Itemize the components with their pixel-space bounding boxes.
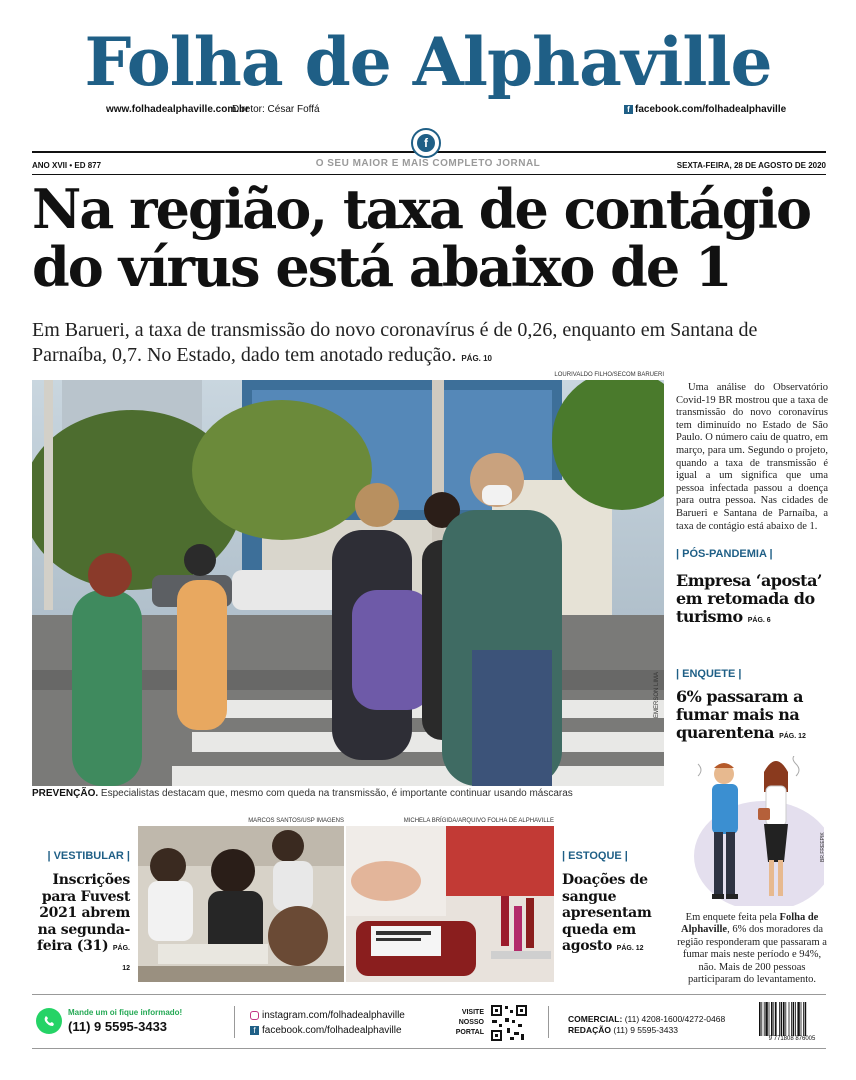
enquete-headline[interactable] bbox=[676, 688, 826, 746]
comercial-line bbox=[568, 1014, 725, 1024]
footer-instagram[interactable] bbox=[250, 1010, 405, 1021]
instagram-icon bbox=[250, 1011, 259, 1020]
barcode-graphic bbox=[758, 1002, 826, 1036]
blood-donation-image bbox=[346, 826, 554, 982]
visite-line1: VISITE bbox=[461, 1009, 484, 1016]
edition-year-number: ANO XVII • ED 877 bbox=[32, 161, 102, 170]
comercial-value: (11) 4208-1600/4272-0468 bbox=[624, 1014, 726, 1024]
barcode-bar bbox=[789, 1002, 790, 1036]
barcode-icon bbox=[758, 1002, 826, 1036]
comercial-label: COMERCIAL: bbox=[568, 1014, 623, 1024]
enquete-text-post: , 6% dos moradores da região responderam que passaram a fumar mais neste período e 94%, não. Mais de 200 pessoas participaram do levantamento. bbox=[677, 924, 827, 986]
visite-line2: NOSSO bbox=[458, 1019, 484, 1026]
pos-pandemia-headline[interactable] bbox=[676, 572, 826, 630]
lead-headline-line1: Na região, taxa de contágio bbox=[32, 177, 811, 241]
barcode-bar bbox=[764, 1002, 765, 1036]
qr-code-graphic bbox=[490, 1004, 528, 1042]
kicker-vestibular-label: VESTIBULAR bbox=[53, 850, 124, 862]
edition-number: ED 877 bbox=[74, 161, 102, 170]
barcode-bar bbox=[805, 1002, 807, 1036]
caption-label: PREVENÇÃO. bbox=[32, 788, 99, 799]
estoque-headline[interactable] bbox=[562, 872, 662, 958]
kicker-vestibular: | VESTIBULAR | bbox=[47, 850, 130, 862]
enquete-page: PÁG. 12 bbox=[779, 733, 806, 740]
barcode-bar bbox=[771, 1002, 773, 1036]
barcode-bar bbox=[769, 1002, 770, 1036]
barcode-bar bbox=[801, 1002, 802, 1036]
caption-text: Especialistas destacam que, mesmo com queda na transmissão, é importante continuar usando máscaras bbox=[100, 788, 573, 799]
kicker-enquete-label: ENQUETE bbox=[682, 668, 736, 680]
barcode-bar bbox=[795, 1002, 796, 1036]
barcode-bar bbox=[803, 1002, 804, 1036]
barcode-bar bbox=[781, 1002, 783, 1036]
barcode-bar bbox=[785, 1002, 786, 1036]
lead-headline-line2: do vírus está abaixo de 1 bbox=[32, 235, 731, 299]
lead-headline[interactable] bbox=[32, 177, 832, 299]
masthead-title: Folha de Alphaville bbox=[84, 23, 772, 101]
vestibular-page: PÁG. 12 bbox=[112, 945, 130, 972]
facebook-icon: f bbox=[624, 105, 633, 114]
kicker-pos-pandemia: | PÓS-PANDEMIA | bbox=[676, 548, 773, 560]
edition-date: SEXTA-FEIRA, 28 DE AGOSTO DE 2020 bbox=[676, 161, 826, 170]
masthead-facebook[interactable] bbox=[624, 104, 786, 115]
website-url[interactable]: www.folhadealphaville.com.br bbox=[106, 104, 249, 115]
slogan: O SEU MAIOR E MAIS COMPLETO JORNAL bbox=[315, 158, 541, 169]
kicker-estoque-label: ESTOQUE bbox=[568, 850, 622, 862]
whatsapp-label: Mande um oi fique informado! bbox=[68, 1008, 183, 1017]
whatsapp-icon[interactable] bbox=[36, 1008, 62, 1034]
lead-deck-page: PÁG. 10 bbox=[461, 354, 493, 363]
barcode-bar bbox=[783, 1002, 785, 1036]
kicker-pos-pandemia-label: PÓS-PANDEMIA bbox=[682, 548, 767, 560]
barcode-bar bbox=[791, 1002, 792, 1036]
vestibular-headline[interactable] bbox=[30, 872, 130, 977]
vestibular-photo[interactable] bbox=[138, 826, 344, 982]
visite-portal bbox=[452, 1008, 484, 1038]
barcode-bar bbox=[775, 1002, 777, 1036]
enquete-text bbox=[676, 912, 828, 986]
masthead-facebook-url: facebook.com/folhadealphaville bbox=[635, 104, 787, 115]
lead-side-text: Uma análise do Observatório Covid-19 BR mostrou que a taxa de transmissão do novo coronavírus tem diminuído no Estado de São Paulo. O número caiu de quatro, em março, para um. Segundo o projeto, quando a taxa de transmissão é igual a um significa que uma pessoa infectada passou a doença para outra pessoa. Nas cidades de Barueri e Santana de Parnaíba, a taxa de contágio está abaixo de 1. bbox=[676, 382, 828, 532]
redacao-label: REDAÇÃO bbox=[568, 1025, 611, 1035]
qr-code-icon[interactable] bbox=[490, 1004, 528, 1042]
footer-separator-1 bbox=[234, 1006, 235, 1038]
enquete-text-bold: Folha de Alphaville bbox=[680, 912, 819, 936]
footer-top-rule bbox=[32, 994, 826, 995]
barcode-bar bbox=[765, 1002, 767, 1036]
footer-instagram-url: instagram.com/folhadealphaville bbox=[262, 1010, 405, 1021]
edition-year: ANO XVII bbox=[32, 161, 68, 170]
estoque-photo-credit: MICHELA BRÍGIDA/ARQUIVO FOLHA DE ALPHAVILLE bbox=[403, 818, 554, 824]
vestibular-photo-credit: MARCOS SANTOS/USP IMAGENS bbox=[248, 818, 344, 824]
lead-deck bbox=[32, 318, 822, 371]
barcode-bar bbox=[779, 1002, 780, 1036]
estoque-page: PÁG. 12 bbox=[616, 945, 644, 952]
estoque-headline-text: Doações de sangue apresentam queda em agosto bbox=[562, 872, 652, 954]
pos-pandemia-headline-text: Empresa ‘aposta’ em retomada do turismo bbox=[676, 571, 822, 626]
lead-caption bbox=[32, 788, 664, 799]
logo-f-icon: f bbox=[417, 134, 435, 152]
director-line: Diretor: César Foffá bbox=[232, 104, 320, 115]
visite-line3: PORTAL bbox=[455, 1029, 484, 1036]
lead-deck-text: Em Barueri, a taxa de transmissão do novo coronavírus é de 0,26, enquanto em Santana de Parnaíba, 0,7. No Estado, dado tem anotado redução. bbox=[32, 319, 758, 366]
kicker-estoque: | ESTOQUE | bbox=[562, 850, 628, 862]
footer-bottom-rule bbox=[32, 1048, 826, 1049]
lead-photo[interactable] bbox=[32, 380, 664, 786]
estoque-photo[interactable] bbox=[346, 826, 554, 982]
vestibular-headline-text: Inscrições para Fuvest 2021 abrem na segunda-feira (31) bbox=[36, 872, 130, 954]
kicker-enquete: | ENQUETE | bbox=[676, 668, 742, 680]
enquete-illustration-credit: BR.FREEPIK bbox=[820, 832, 826, 862]
enquete-illustration bbox=[684, 756, 824, 906]
logo-emblem bbox=[411, 128, 441, 158]
barcode-bar bbox=[759, 1002, 761, 1036]
date-rule bbox=[32, 174, 826, 175]
redacao-value: (11) 9 5595-3433 bbox=[613, 1025, 678, 1035]
whatsapp-number[interactable]: (11) 9 5595-3433 bbox=[68, 1019, 168, 1034]
enquete-headline-text: 6% passaram a fumar mais na quarentena bbox=[676, 687, 804, 742]
barcode-bar bbox=[773, 1002, 774, 1036]
footer-facebook[interactable] bbox=[250, 1025, 402, 1036]
whatsapp-phone-glyph bbox=[41, 1013, 57, 1029]
barcode-bar bbox=[761, 1002, 762, 1036]
barcode-bar bbox=[797, 1002, 799, 1036]
footer-separator-2 bbox=[548, 1006, 549, 1038]
barcode-bar bbox=[793, 1002, 795, 1036]
lead-photo-credit-side: EMERSON LIMA bbox=[654, 671, 660, 718]
pos-pandemia-page: PÁG. 6 bbox=[747, 617, 771, 624]
barcode-number: 9 771808 876005 bbox=[768, 1036, 816, 1042]
footer-facebook-url: facebook.com/folhadealphaville bbox=[262, 1025, 402, 1036]
redacao-line bbox=[568, 1025, 678, 1035]
street-scene-image bbox=[32, 380, 664, 786]
facebook-icon: f bbox=[250, 1026, 259, 1035]
enquete-text-pre: Em enquete feita pela bbox=[685, 912, 777, 923]
smokers-illustration bbox=[684, 756, 824, 906]
students-exam-image bbox=[138, 826, 344, 982]
lead-photo-credit: LOURIVALDO FILHO/SECOM BARUERI bbox=[554, 372, 664, 378]
